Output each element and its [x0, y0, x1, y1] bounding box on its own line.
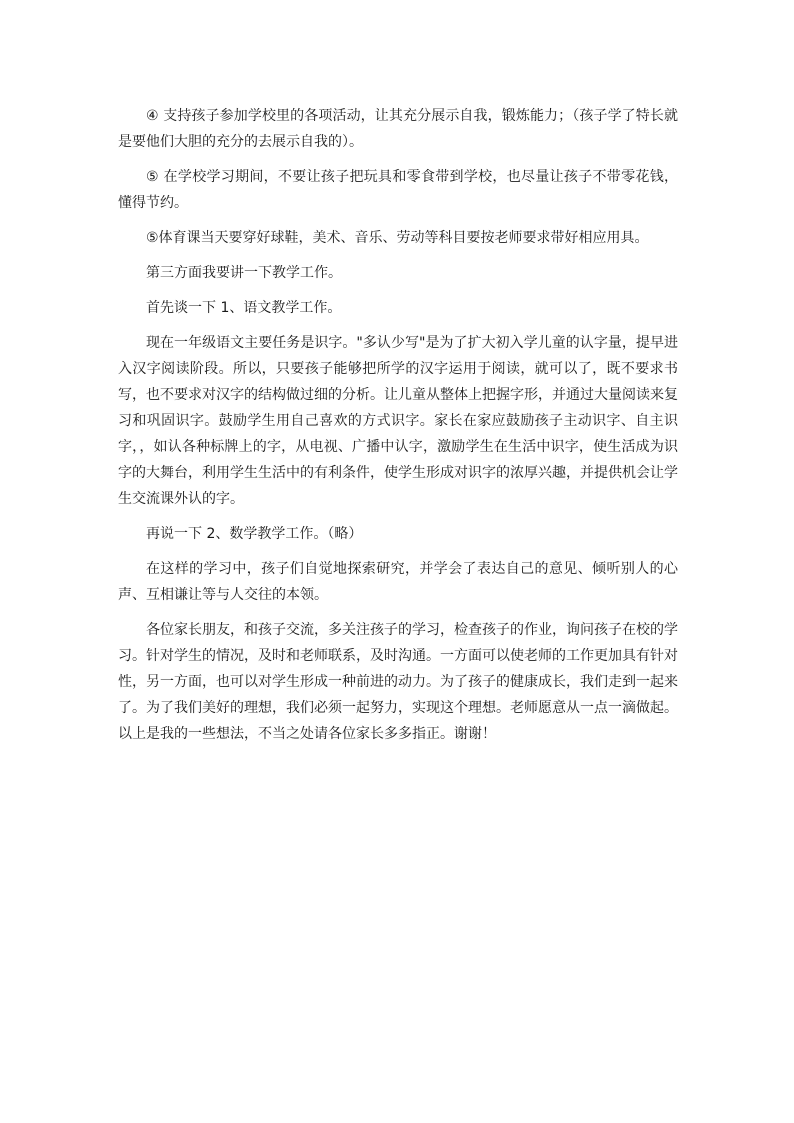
paragraph-pe-shoes: ⑤体育课当天要穿好球鞋，美术、音乐、劳动等科目要按老师要求带好相应用具。: [146, 230, 649, 246]
paragraph-third-aspect: 第三方面我要讲一下教学工作。: [146, 265, 342, 281]
paragraph-support-activities: ④ 支持孩子参加学校里的各项活动，让其充分展示自我，锻炼能力；（孩子学了特长就是要他们大胆的充分的去展示自我的）。: [118, 108, 678, 150]
document-body: [118, 103, 678, 747]
paragraph-no-toys-snacks: ⑤ 在学校学习期间，不要让孩子把玩具和零食带到学校，也尽量让孩子不带零花钱，懂得节约。: [118, 169, 678, 211]
paragraph-chinese-teaching-heading: 首先谈一下 1、语文教学工作。: [146, 300, 342, 316]
paragraph-math-teaching: 再说一下 2、数学教学工作。（略）: [146, 526, 363, 542]
paragraph-closing: 各位家长朋友，和孩子交流，多关注孩子的学习，检查孩子的作业，询问孩子在校的学习。针对学生的情况，及时和老师联系，及时沟通。一方面可以使老师的工作更加具有针对性，另一方面，也可以对学生形成一种前进的动力。为了孩子的健康成长，我们走到一起来了。为了我们美好的理想，我们必须一起努力，实现这个理想。老师愿意从一点一滴做起。以上是我的一些想法，不当之处请各位家长多多指正。谢谢！: [118, 622, 678, 742]
paragraph-learning-skills: 在这样的学习中，孩子们自觉地探索研究，并学会了表达自己的意见、倾听别人的心声、互相谦让等与人交往的本领。: [118, 561, 678, 603]
paragraph-chinese-teaching-body: 现在一年级语文主要任务是识字。"多认少写"是为了扩大初入学儿童的认字量，提早进入汉字阅读阶段。所以，只要孩子能够把所学的汉字运用于阅读，就可以了，既不要求书写，也不要求对汉字的结构做过细的分析。让儿童从整体上把握字形，并通过大量阅读来复习和巩固识字。鼓励学生用自己喜欢的方式识字。家长在家应鼓励孩子主动识字、自主识字，，如认各种标牌上的字，从电视、广播中认字，激励学生在生活中识字，使生活成为识字的大舞台，利用学生生活中的有利条件，使学生形成对识字的浓厚兴趣，并提供机会让学生交流课外认的字。: [118, 335, 678, 507]
